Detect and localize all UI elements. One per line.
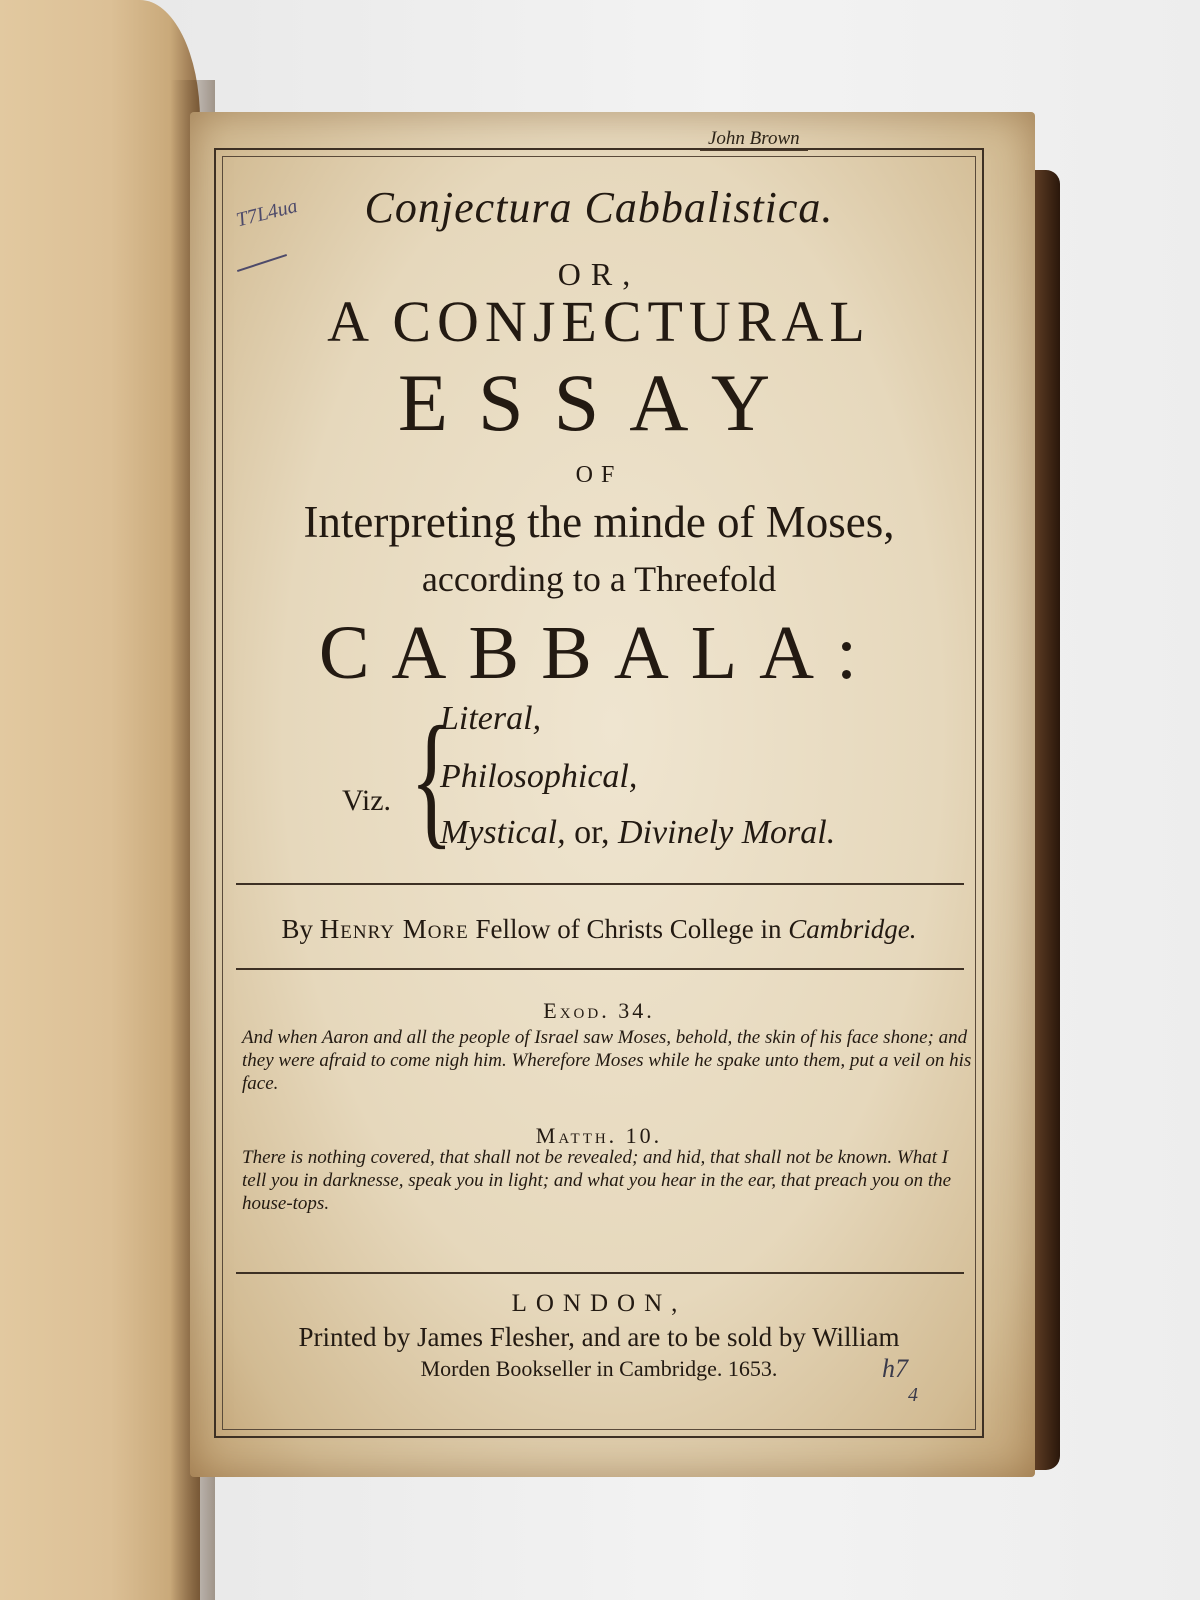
author-line bbox=[214, 914, 984, 945]
imprint-city: LONDON, bbox=[511, 1290, 687, 1317]
divider-rule bbox=[236, 883, 964, 885]
verse-reference-matthew: Matth. 10. bbox=[535, 1123, 663, 1148]
imprint-printer: Printed by James Flesher, and are to be sold by William bbox=[298, 1322, 900, 1352]
verse-text-matthew: There is nothing covered, that shall not be revealed; and hid, that shall not be known. What I tell you in darknesse, speak you in light; and what you hear in the ear, that preach you on the house-tops. bbox=[242, 1147, 952, 1214]
viz-label: Viz. bbox=[342, 784, 392, 817]
author-prefix: By bbox=[281, 914, 314, 944]
divider-rule bbox=[236, 1272, 964, 1274]
owner-signature: John Brown bbox=[700, 128, 808, 151]
author-place: Cambridge. bbox=[788, 914, 917, 944]
title-essay: ESSAY bbox=[397, 357, 801, 448]
verse-reference-exodus: Exod. 34. bbox=[543, 998, 655, 1023]
title-according: according to a Threefold bbox=[421, 559, 777, 599]
handwritten-margin-note: T7L4ua bbox=[234, 194, 300, 232]
pencil-mark bbox=[882, 1356, 918, 1408]
title-of: OF bbox=[575, 462, 623, 488]
pencil-mark-top: h7 bbox=[882, 1354, 908, 1383]
divider-rule bbox=[236, 968, 964, 970]
viz-item-mystical-line bbox=[440, 814, 835, 852]
viz-item-mystical: Mystical, bbox=[440, 814, 566, 851]
title-conjectural: A CONJECTURAL bbox=[327, 289, 871, 354]
author-suffix: Fellow of Christs College in bbox=[475, 914, 782, 944]
pencil-mark-bottom: 4 bbox=[908, 1384, 918, 1406]
viz-item-or: or, bbox=[574, 814, 610, 851]
viz-item-philosophical: Philosophical, bbox=[440, 758, 638, 795]
title-cabbala: CABBALA: bbox=[318, 611, 880, 695]
viz-item-divinely-moral: Divinely Moral. bbox=[618, 814, 836, 851]
viz-item-literal: Literal, bbox=[440, 700, 542, 737]
title-latin: Conjectura Cabbalistica. bbox=[364, 183, 834, 232]
author-name: Henry More bbox=[319, 914, 469, 944]
verse-text-exodus: And when Aaron and all the people of Israel saw Moses, behold, the skin of his face shone; and they were afraid to come nigh him. Wherefore Moses while he spake unto them, put a veil on his face. bbox=[242, 1027, 972, 1094]
imprint-seller: Morden Bookseller in Cambridge. 1653. bbox=[420, 1356, 778, 1381]
title-interpreting: Interpreting the minde of Moses, bbox=[303, 497, 895, 547]
curly-brace-ornament: { bbox=[410, 696, 454, 862]
title-or: OR, bbox=[557, 256, 641, 292]
